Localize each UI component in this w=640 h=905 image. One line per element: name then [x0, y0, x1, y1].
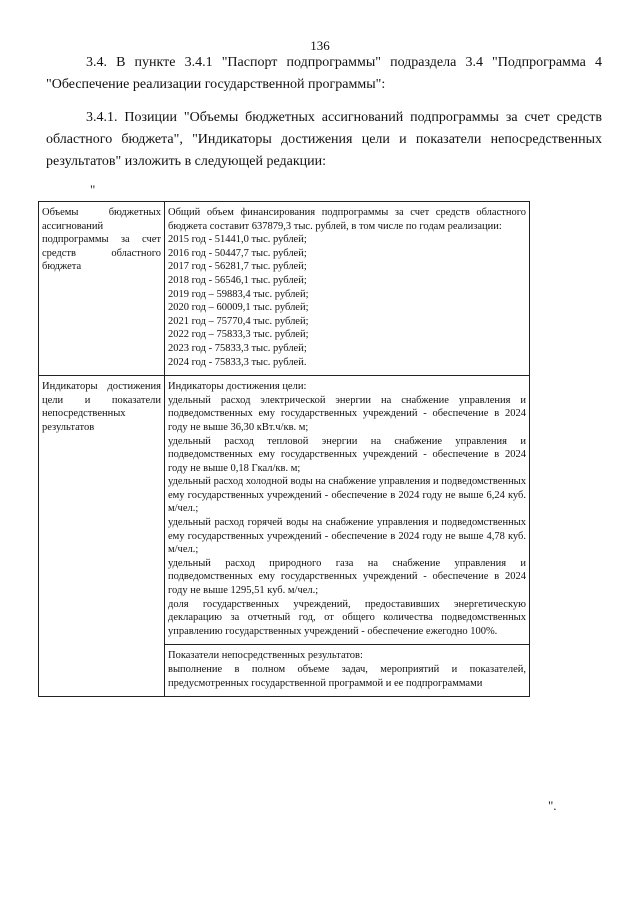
budget-year-line: 2018 год - 56546,1 тыс. рублей;: [168, 274, 307, 286]
indicator-item: удельный расход горячей воды на снабжение управления и подведомственных ему государственных учреждений - обеспечение в 2024 году не выше 4,78 куб. м/чел.;: [168, 517, 526, 556]
results-heading: Показатели непосредственных результатов:: [168, 650, 363, 662]
table-row-budget: [39, 202, 530, 376]
budget-label-cell: Объемы бюджетных ассигнований подпрограммы за счет средств областного бюджета: [39, 202, 165, 376]
budget-year-line: 2024 год - 75833,3 тыс. рублей.: [168, 356, 307, 368]
page-number: 136: [310, 38, 330, 53]
budget-year-line: 2017 год - 56281,7 тыс. рублей;: [168, 261, 307, 273]
opening-quote: ": [90, 182, 96, 197]
indicators-value-cell: [165, 376, 530, 645]
intro-paragraph-2-text: 3.4.1. Позиции "Объемы бюджетных ассигнований подпрограммы за счет средств областного бюджета", "Индикаторы достижения цели и показатели непосредственных результатов" изложить в следующей редакции:: [46, 110, 602, 169]
indicator-item: удельный расход холодной воды на снабжение управления и подведомственных ему государственных учреждений - обеспечение в 2024 году не выше 6,24 куб. м/чел.;: [168, 476, 526, 515]
table-row-indicators: [39, 376, 530, 645]
intro-paragraph-1-text: 3.4. В пункте 3.4.1 "Паспорт подпрограммы" подраздела 3.4 "Подпрограмма 4 "Обеспечение реализации государственной программы":: [46, 55, 602, 92]
budget-summary: Общий объем финансирования подпрограммы за счет средств областного бюджета составит 637879,3 тыс. рублей, в том числе по годам реализации:: [168, 207, 526, 232]
budget-year-line: 2016 год - 50447,7 тыс. рублей;: [168, 247, 307, 259]
intro-paragraph-1: [46, 52, 602, 96]
budget-year-line: 2022 год – 75833,3 тыс. рублей;: [168, 329, 309, 341]
results-text: выполнение в полном объеме задач, мероприятий и показателей, предусмотренных государственной программой и ее подпрограммами: [168, 664, 526, 689]
budget-year-line: 2021 год – 75770,4 тыс. рублей;: [168, 315, 309, 327]
intro-paragraph-2: [46, 107, 602, 173]
budget-year-line: 2023 год - 75833,3 тыс. рублей;: [168, 342, 307, 354]
budget-year-line: 2019 год – 59883,4 тыс. рублей;: [168, 288, 309, 300]
indicator-item: доля государственных учреждений, предоставивших энергетическую декларацию за отчетный год, от общего количества подведомственных управлению государственных учреждений - обеспечение ежегодно 100%.: [168, 598, 526, 637]
indicators-heading: Индикаторы достижения цели:: [168, 381, 307, 393]
indicator-item: удельный расход тепловой энергии на снабжение управления и подведомственных ему государственных учреждений - обеспечение в 2024 году не выше 0,18 Гкал/кв. м;: [168, 435, 526, 474]
passport-table: [38, 201, 530, 697]
budget-year-line: 2015 год - 51441,0 тыс. рублей;: [168, 234, 307, 246]
indicator-item: удельный расход природного газа на снабжение управления и подведомственных ему государственных учреждений - обеспечение в 2024 году не выше 1295,51 куб. м/чел.;: [168, 557, 526, 597]
indicator-item: удельный расход электрической энергии на снабжение управления и подведомственных ему государственных учреждений - обеспечение в 2024 году не выше 36,30 кВт.ч/кв. м;: [168, 394, 526, 433]
closing-quote: ".: [548, 798, 557, 813]
budget-value-cell: [165, 202, 530, 376]
results-value-cell: [165, 645, 530, 697]
indicators-label-cell: Индикаторы достижения цели и показатели непосредственных результатов: [39, 376, 165, 697]
budget-year-line: 2020 год – 60009,1 тыс. рублей;: [168, 302, 309, 314]
